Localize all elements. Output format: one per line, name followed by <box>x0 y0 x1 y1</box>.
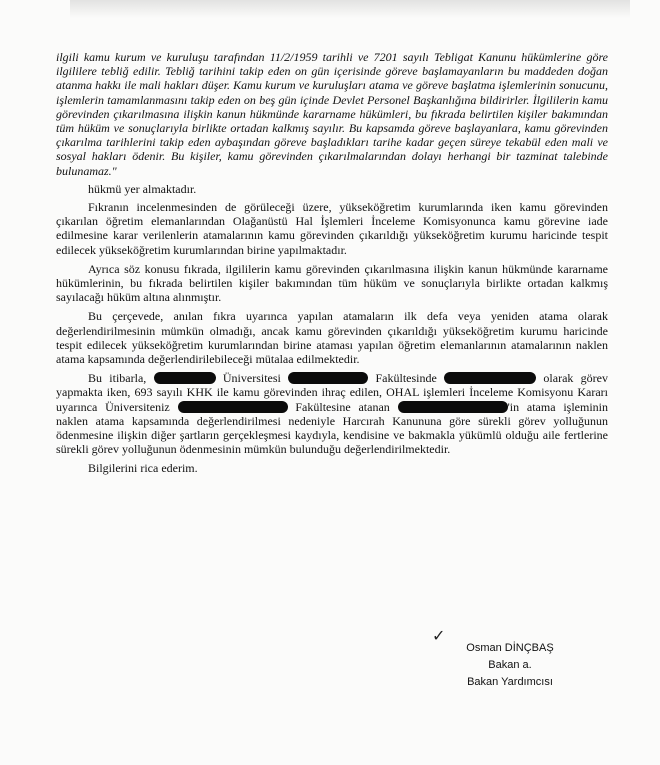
scan-top-shadow <box>70 0 630 18</box>
paragraph-4-part-4: olarak görev yapmakta iken, 693 sayılı KHK ile kamu görevinden ihraç edilen, OHAL işlemleri İnceleme Komisyonu Kararı uyarınca Üniversiteniz <box>56 371 609 414</box>
redaction-university <box>154 372 216 384</box>
signature-block <box>420 640 600 691</box>
redaction-position <box>444 372 536 384</box>
paragraph-4-part-5: Fakültesine atanan <box>295 399 390 414</box>
signer-name: Osman DİNÇBAŞ <box>466 642 554 654</box>
paragraph-2: Ayrıca söz konusu fıkrada, ilgililerin kamu görevinden çıkarılmasına ilişkin kanun hükmünde kararname hükümlerinin, bu fıkrada belirtilen kişiler bakımından tüm hüküm ve sonuçlarıyla birlikte ortadan kalkmış sayılacağı hüküm altına alınmıştır. <box>56 261 608 305</box>
paragraph-1: Fıkranın incelenmesinden de görüleceği üzere, yükseköğretim kurumlarında iken kamu görevinden çıkarılan öğretim elemanlarından Olağanüstü Hal İşlemleri İnceleme Komisyonunca kamu görevine iade edilmesine karar verilenlerin atamalarının kamu görevinden çıkarıldığı yükseköğretim kurumu haricinde tespit edilecek yükseköğretim kurumlarından birine yapılmaktadır. <box>56 200 608 257</box>
quoted-law-paragraph: ilgili kamu kurum ve kuruluşu tarafından 11/2/1959 tarihli ve 7201 sayılı Tebligat Kanunu hükümlerine göre ilgililere tebliğ edilir. Tebliğ tarihini takip eden on gün içerisinde göreve başlamayanların bu maddeden doğan atanma hakkı ile mali hakları düşer. Kamu kurum ve kuruluşları atama ve göreve başlatma işlemlerinin sonucunu, işlemlerin tamamlanmasını takip eden on beş gün içinde Devlet Personel Başkanlığına bildirirler. İlgililerin kamu görevinden çıkarılmasına ilişkin kanun hükmünde kararname hükümleri, bu fıkrada belirtilen kişiler bakımından tüm hüküm ve sonuçlarıyla birlikte ortadan kalkmış sayılır. Bu kapsamda göreve başlayanlara, kamu görevinden çıkarılma tarihlerini takip eden aybaşından göreve başladıkları tarihe kadar geçen süreye tekabül eden mali ve sosyal hakları ödenir. Bu kişiler, kamu görevinden çıkarılmalarından dolayı herhangi bir tazminat talebinde bulunamaz." <box>56 50 608 178</box>
signature-mark-icon: ✓ <box>432 626 446 645</box>
redaction-person-name <box>398 401 508 413</box>
paragraph-4-part-3: Fakültesinde <box>375 371 437 386</box>
paragraph-3: Bu çerçevede, anılan fıkra uyarınca yapılan atamaların ilk defa veya yeniden atama olarak değerlendirilmesinin mümkün olmadığı, ancak kamu görevinden çıkarıldığı yükseköğretim kurumu haricinde tespit edilecek yükseköğretim kurumlarından birine ataması yapılan öğretim elemanlarının atamalarının naklen atama kapsamında değerlendirilebileceği mütalaa edilmektedir. <box>56 309 608 367</box>
hukum-line: hükmü yer almaktadır. <box>88 181 197 196</box>
letter-body <box>56 50 608 481</box>
paragraph-4-part-6: 'in atama işleminin naklen atama kapsamında değerlendirilmesi nedeniyle Harcırah Kanununa göre sürekli görev yolluğunun ödenmesine ilişkin diğer şartların gerçekleşmesi kaydıyla, kendisine ve bakmakla yükümlü olduğu aile fertlerine sürekli görev yolluğunun ödenmesinin mümkün bulunduğu değerlendirilmektedir. <box>56 399 608 457</box>
signer-on-behalf: Bakan a. <box>488 659 532 671</box>
redaction-faculty <box>288 372 368 384</box>
paragraph-4-part-2: Üniversitesi <box>222 371 281 386</box>
closing-line: Bilgilerini rica ederim. <box>88 461 198 476</box>
paragraph-4 <box>56 371 608 456</box>
paragraph-4-part-1: Bu itibarla, <box>88 371 147 386</box>
redaction-new-faculty <box>178 401 288 413</box>
signer-title: Bakan Yardımcısı <box>467 676 553 688</box>
